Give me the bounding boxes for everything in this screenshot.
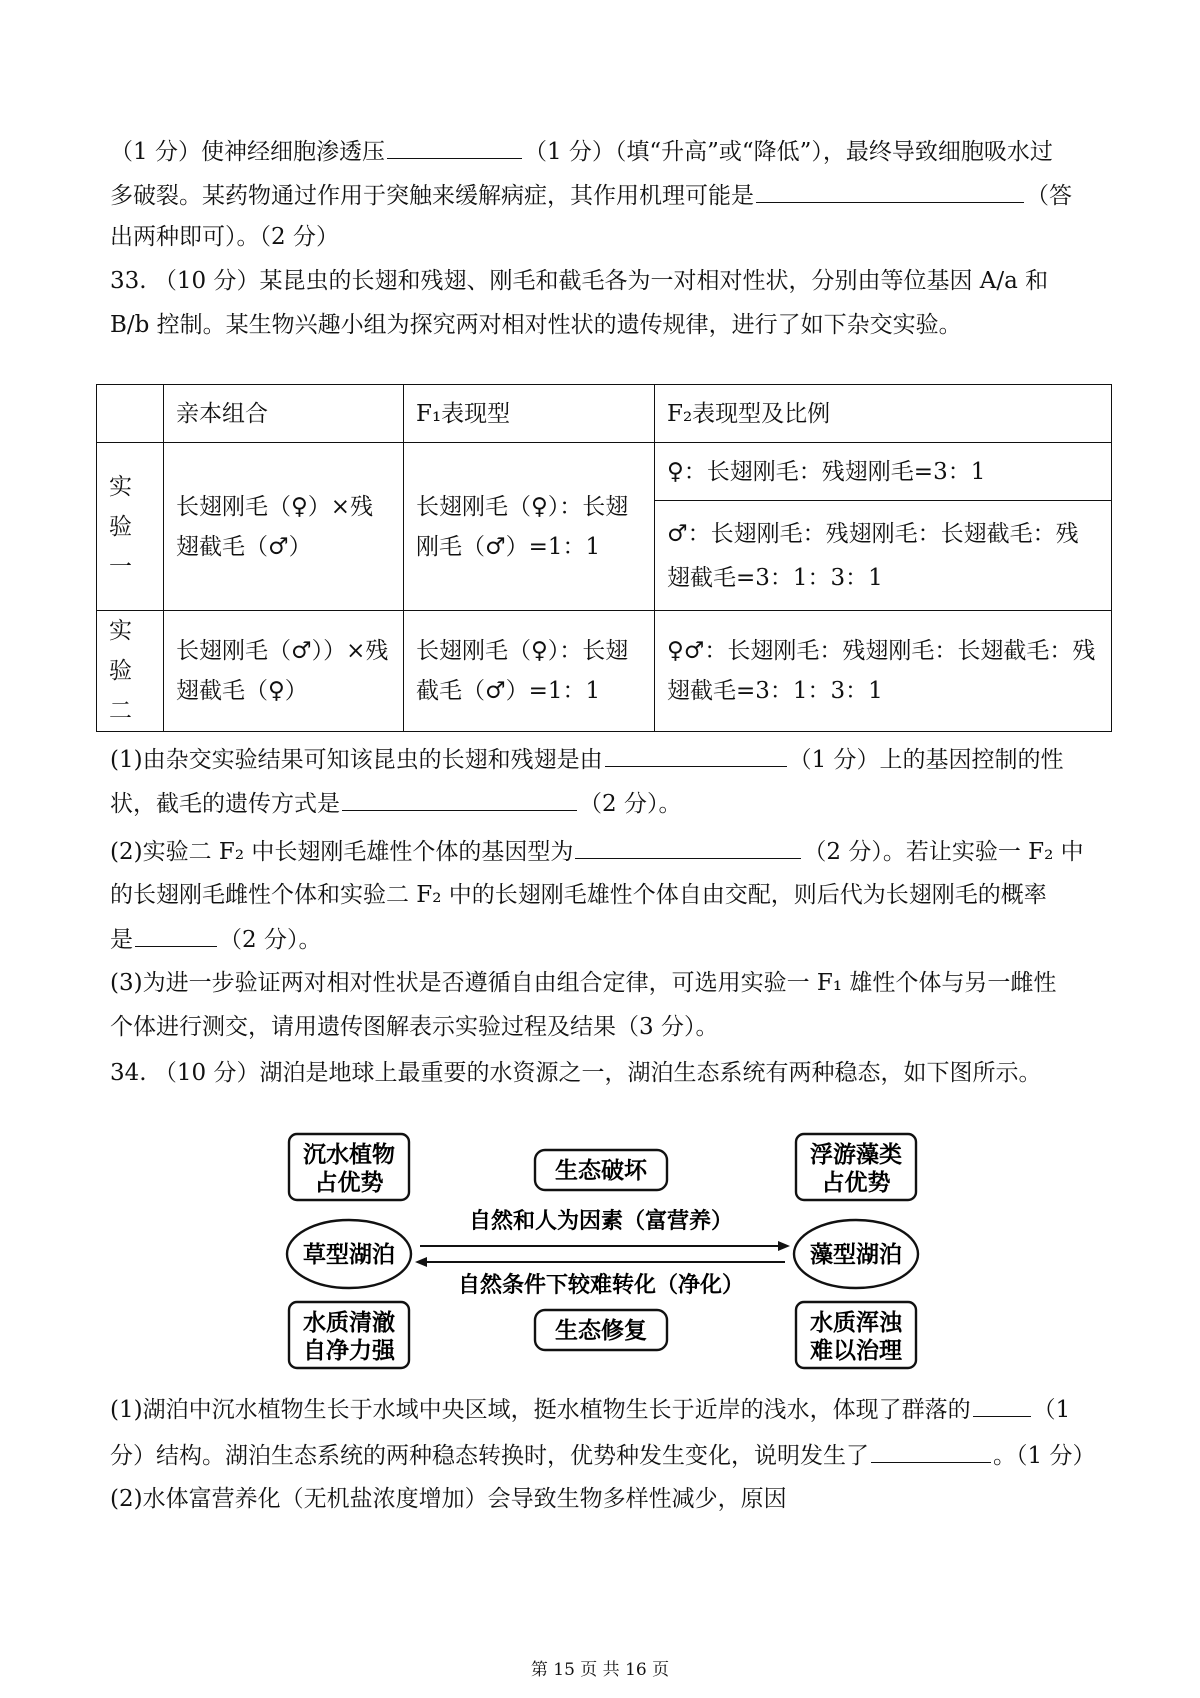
table-header-row [97, 385, 1112, 443]
q33-part1-line1 [110, 744, 1064, 775]
lake-state-diagram [285, 1130, 920, 1375]
q33-part2-line2: 的长翅刚毛雌性个体和实验二 F₂ 中的长翅刚毛雄性个体自由交配，则后代为长翅刚毛的概率 [110, 882, 1047, 908]
label-ecological-restoration: 生态修复 [555, 1318, 647, 1344]
f2-phenotype-male: ♂：长翅刚毛：残翅刚毛：长翅截毛：残翅截毛=3：1：3：1 [655, 501, 1112, 611]
text-segment: （1 分）上的基因控制的性 [788, 747, 1064, 773]
text-segment: 多破裂。某药物通过作用于突触来缓解病症，其作用机理可能是 [110, 183, 754, 209]
label-algae-lake: 藻型湖泊 [810, 1242, 902, 1268]
arrow-forward-head [778, 1241, 790, 1251]
label-forward-arrow: 自然和人为因素（富营养） [468, 1209, 734, 1234]
label-left-bottom-1: 水质清澈 [303, 1310, 395, 1336]
answer-blank[interactable] [871, 1440, 991, 1463]
q33-part2-line1 [110, 836, 1084, 867]
table-header-cell: F₂表现型及比例 [655, 385, 1112, 443]
parent-combination: 长翅刚毛（♂））×残翅截毛（♀） [164, 611, 404, 732]
question-33-intro-2: B/b 控制。某生物兴趣小组为探究两对相对性状的遗传规律，进行了如下杂交实验。 [110, 312, 962, 338]
f1-phenotype: 长翅刚毛（♀）：长翅刚毛（♂）=1：1 [404, 443, 655, 611]
label-left-top-1: 沉水植物 [303, 1142, 395, 1168]
arrow-backward-head [415, 1257, 427, 1267]
experiment-label: 实验二 [97, 611, 164, 732]
q33-part1-line2 [110, 788, 681, 819]
answer-blank[interactable] [387, 136, 522, 159]
text-segment: 是 [110, 927, 133, 953]
text-segment: (2)实验二 F₂ 中长翅刚毛雄性个体的基因型为 [110, 839, 574, 865]
text-segment: 分）结构。湖泊生态系统的两种稳态转换时，优势种发生变化，说明发生了 [110, 1443, 869, 1469]
text-segment: （1 分）（填“升高”或“降低”），最终导致细胞吸水过 [523, 139, 1053, 165]
text-segment: （1 分）使神经细胞渗透压 [110, 139, 385, 165]
label-grass-lake: 草型湖泊 [303, 1242, 395, 1268]
q34-part1-line2 [110, 1440, 1095, 1471]
label-right-top-2: 占优势 [821, 1170, 891, 1196]
q33-part3-line1: (3)为进一步验证两对相对性状是否遵循自由组合定律，可选用实验一 F₁ 雄性个体与另一雌性 [110, 970, 1057, 996]
parent-combination: 长翅刚毛（♀）×残翅截毛（♂） [164, 443, 404, 611]
label-right-bottom-1: 水质浑浊 [810, 1310, 902, 1336]
table-header-cell: F₁表现型 [404, 385, 655, 443]
label-left-top-2: 占优势 [314, 1170, 384, 1196]
table-header-cell [97, 385, 164, 443]
label-backward-arrow: 自然条件下较难转化（净化） [457, 1273, 745, 1298]
table-row [97, 611, 1112, 732]
f2-phenotype: ♀♂：长翅刚毛：残翅刚毛：长翅截毛：残翅截毛=3：1：3：1 [655, 611, 1112, 732]
table-row [97, 443, 1112, 501]
q34-part2-line1: (2)水体富营养化（无机盐浓度增加）会导致生物多样性减少，原因 [110, 1486, 787, 1512]
q33-part2-line3 [110, 924, 321, 955]
answer-blank[interactable] [342, 788, 577, 811]
f2-phenotype-female: ♀：长翅刚毛：残翅刚毛=3：1 [655, 443, 1112, 501]
answer-blank[interactable] [973, 1394, 1031, 1417]
table-header-cell: 亲本组合 [164, 385, 404, 443]
label-ecological-damage: 生态破坏 [555, 1158, 647, 1184]
label-right-bottom-2: 难以治理 [810, 1338, 902, 1364]
text-segment: 。（1 分） [993, 1443, 1096, 1469]
answer-blank[interactable] [756, 180, 1024, 203]
question-33-intro: 33. （10 分）某昆虫的长翅和残翅、刚毛和截毛各为一对相对性状，分别由等位基因 A/a 和 [110, 268, 1049, 294]
text-line-3: 出两种即可）。（2 分） [110, 224, 339, 250]
answer-blank[interactable] [605, 744, 787, 767]
text-line-1 [110, 136, 1053, 167]
text-segment: （2 分）。 [579, 791, 682, 817]
answer-blank[interactable] [135, 924, 217, 947]
text-segment: (1)湖泊中沉水植物生长于水域中央区域，挺水植物生长于近岸的浅水，体现了群落的 [110, 1397, 971, 1423]
q34-part1-line1 [110, 1394, 1070, 1425]
label-left-bottom-2: 自净力强 [303, 1338, 395, 1364]
text-segment: 状，截毛的遗传方式是 [110, 791, 340, 817]
label-right-top-1: 浮游藻类 [810, 1142, 902, 1168]
q33-part3-line2: 个体进行测交，请用遗传图解表示实验过程及结果（3 分）。 [110, 1014, 719, 1040]
text-segment: （2 分）。 [219, 927, 322, 953]
text-segment: (1)由杂交实验结果可知该昆虫的长翅和残翅是由 [110, 747, 603, 773]
answer-blank[interactable] [575, 836, 801, 859]
text-segment: （答 [1026, 183, 1072, 209]
page-footer: 第 15 页 共 16 页 [530, 1660, 670, 1680]
text-segment: （2 分）。若让实验一 F₂ 中 [803, 839, 1084, 865]
experiment-label: 实验一 [97, 443, 164, 611]
text-line-2 [110, 180, 1072, 211]
question-34-intro: 34. （10 分）湖泊是地球上最重要的水资源之一，湖泊生态系统有两种稳态，如下图所示。 [110, 1060, 1042, 1086]
f1-phenotype: 长翅刚毛（♀）：长翅截毛（♂）=1：1 [404, 611, 655, 732]
experiment-table [96, 384, 1112, 732]
text-segment: （1 [1032, 1397, 1071, 1423]
